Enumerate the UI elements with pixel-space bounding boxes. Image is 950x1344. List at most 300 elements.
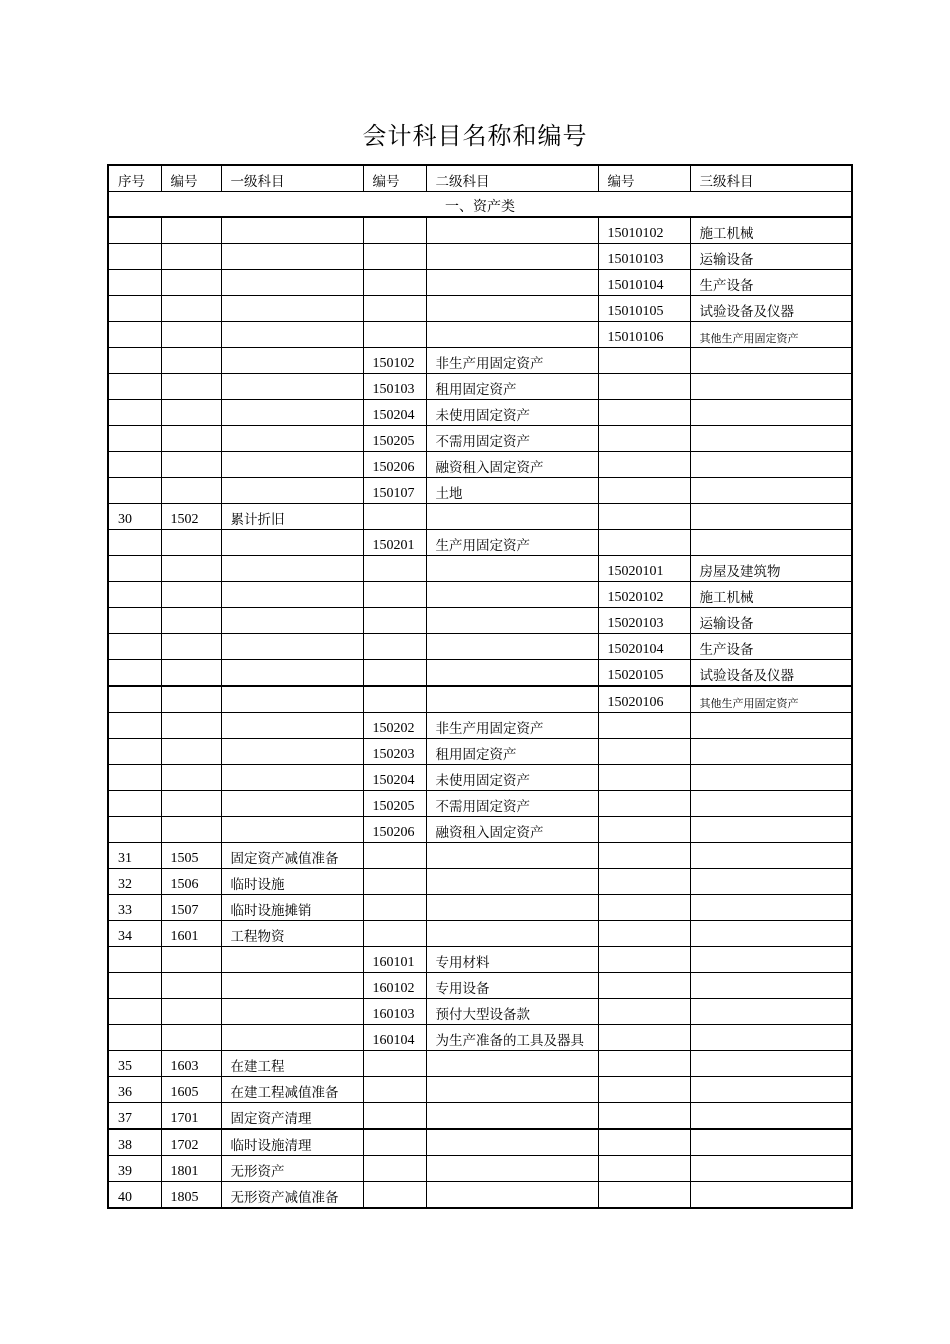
code2-cell: 150201 [363, 530, 426, 556]
code1-cell [161, 374, 221, 400]
level2-cell [426, 582, 598, 608]
code2-cell [363, 504, 426, 530]
level3-cell [690, 374, 852, 400]
table-row [108, 660, 852, 687]
code2-cell: 150205 [363, 426, 426, 452]
code1-cell: 1605 [161, 1077, 221, 1103]
level1-cell [221, 1025, 363, 1051]
level2-cell [426, 1077, 598, 1103]
table-row [108, 322, 852, 348]
level3-cell [690, 530, 852, 556]
seq-cell [108, 634, 161, 660]
level3-cell [690, 921, 852, 947]
code1-cell [161, 348, 221, 374]
code1-cell [161, 582, 221, 608]
code3-cell [598, 1051, 690, 1077]
seq-cell [108, 478, 161, 504]
level1-cell [221, 452, 363, 478]
level3-cell [690, 973, 852, 999]
code1-cell [161, 791, 221, 817]
level3-cell: 生产设备 [690, 634, 852, 660]
level3-cell [690, 843, 852, 869]
level1-cell [221, 817, 363, 843]
code3-cell [598, 713, 690, 739]
table-row [108, 270, 852, 296]
level1-cell: 工程物资 [221, 921, 363, 947]
level2-cell: 未使用固定资产 [426, 765, 598, 791]
code2-cell: 160104 [363, 1025, 426, 1051]
code1-cell [161, 999, 221, 1025]
code1-cell [161, 452, 221, 478]
table-row [108, 895, 852, 921]
code3-cell [598, 374, 690, 400]
level1-cell [221, 765, 363, 791]
level3-cell: 施工机械 [690, 217, 852, 244]
level2-cell: 不需用固定资产 [426, 791, 598, 817]
level1-cell [221, 270, 363, 296]
table-row [108, 426, 852, 452]
level3-cell: 其他生产用固定资产 [690, 322, 852, 348]
code2-cell [363, 1077, 426, 1103]
code2-cell: 150203 [363, 739, 426, 765]
header-row [108, 165, 852, 192]
header-cell-level3: 三级科目 [690, 165, 852, 192]
seq-cell [108, 660, 161, 687]
level2-cell [426, 660, 598, 687]
code3-cell [598, 1182, 690, 1209]
level3-cell: 运输设备 [690, 244, 852, 270]
level2-cell: 预付大型设备款 [426, 999, 598, 1025]
code3-cell [598, 817, 690, 843]
table-row [108, 921, 852, 947]
level2-cell: 不需用固定资产 [426, 426, 598, 452]
level2-cell [426, 1182, 598, 1209]
level1-cell: 无形资产减值准备 [221, 1182, 363, 1209]
code1-cell: 1603 [161, 1051, 221, 1077]
level1-cell [221, 791, 363, 817]
code2-cell: 160103 [363, 999, 426, 1025]
code3-cell: 15020104 [598, 634, 690, 660]
header-cell-level2: 二级科目 [426, 165, 598, 192]
code1-cell [161, 400, 221, 426]
code3-cell [598, 921, 690, 947]
level2-cell [426, 843, 598, 869]
code2-cell: 150204 [363, 765, 426, 791]
account-table [107, 164, 853, 1209]
level1-cell [221, 478, 363, 504]
level1-cell [221, 947, 363, 973]
level3-cell: 试验设备及仪器 [690, 296, 852, 322]
code1-cell: 1505 [161, 843, 221, 869]
code1-cell: 1502 [161, 504, 221, 530]
code1-cell [161, 270, 221, 296]
level2-cell: 专用材料 [426, 947, 598, 973]
level2-cell [426, 1051, 598, 1077]
code2-cell: 160101 [363, 947, 426, 973]
code3-cell: 15020106 [598, 686, 690, 713]
level3-cell [690, 1025, 852, 1051]
level2-cell: 非生产用固定资产 [426, 713, 598, 739]
level1-cell [221, 999, 363, 1025]
table-row [108, 1051, 852, 1077]
seq-cell [108, 739, 161, 765]
level1-cell [221, 582, 363, 608]
code2-cell [363, 270, 426, 296]
level2-cell [426, 608, 598, 634]
code1-cell: 1801 [161, 1156, 221, 1182]
level2-cell [426, 217, 598, 244]
code3-cell [598, 478, 690, 504]
level1-cell [221, 217, 363, 244]
code3-cell [598, 895, 690, 921]
level2-cell [426, 1103, 598, 1130]
code1-cell: 1701 [161, 1103, 221, 1130]
code2-cell [363, 1103, 426, 1130]
code3-cell: 15010106 [598, 322, 690, 348]
code3-cell [598, 530, 690, 556]
code2-cell: 150202 [363, 713, 426, 739]
code3-cell [598, 999, 690, 1025]
code2-cell [363, 1129, 426, 1156]
code2-cell [363, 322, 426, 348]
seq-cell [108, 244, 161, 270]
seq-cell [108, 452, 161, 478]
level3-cell [690, 478, 852, 504]
table-row [108, 713, 852, 739]
code3-cell [598, 1156, 690, 1182]
table-row [108, 999, 852, 1025]
level2-cell [426, 296, 598, 322]
level1-cell [221, 634, 363, 660]
table-row [108, 817, 852, 843]
code1-cell [161, 713, 221, 739]
level1-cell [221, 322, 363, 348]
level3-cell: 试验设备及仪器 [690, 660, 852, 687]
seq-cell [108, 999, 161, 1025]
level1-cell [221, 713, 363, 739]
code2-cell [363, 556, 426, 582]
seq-cell [108, 1025, 161, 1051]
table-row [108, 1156, 852, 1182]
level3-cell [690, 869, 852, 895]
seq-cell: 32 [108, 869, 161, 895]
code1-cell: 1805 [161, 1182, 221, 1209]
code2-cell [363, 686, 426, 713]
code3-cell [598, 973, 690, 999]
code3-cell [598, 843, 690, 869]
level2-cell: 土地 [426, 478, 598, 504]
code2-cell [363, 608, 426, 634]
level3-cell [690, 947, 852, 973]
table-row [108, 739, 852, 765]
level3-cell [690, 426, 852, 452]
level2-cell [426, 634, 598, 660]
seq-cell: 38 [108, 1129, 161, 1156]
level3-cell [690, 1129, 852, 1156]
seq-cell [108, 973, 161, 999]
code2-cell [363, 921, 426, 947]
level2-cell: 专用设备 [426, 973, 598, 999]
seq-cell [108, 270, 161, 296]
level1-cell [221, 530, 363, 556]
code3-cell [598, 400, 690, 426]
seq-cell [108, 791, 161, 817]
level1-cell [221, 556, 363, 582]
code2-cell: 150206 [363, 817, 426, 843]
table-row [108, 634, 852, 660]
seq-cell [108, 348, 161, 374]
code1-cell [161, 530, 221, 556]
level1-cell [221, 426, 363, 452]
code1-cell [161, 973, 221, 999]
table-row [108, 869, 852, 895]
code2-cell [363, 660, 426, 687]
seq-cell: 34 [108, 921, 161, 947]
seq-cell [108, 765, 161, 791]
table-row [108, 1077, 852, 1103]
level1-cell: 临时设施 [221, 869, 363, 895]
code2-cell [363, 869, 426, 895]
code3-cell [598, 791, 690, 817]
code2-cell: 150107 [363, 478, 426, 504]
table-row [108, 843, 852, 869]
seq-cell [108, 426, 161, 452]
code2-cell [363, 217, 426, 244]
code1-cell [161, 556, 221, 582]
code3-cell: 15010104 [598, 270, 690, 296]
level1-cell: 在建工程 [221, 1051, 363, 1077]
level2-cell: 为生产准备的工具及器具 [426, 1025, 598, 1051]
code3-cell [598, 426, 690, 452]
code2-cell: 150205 [363, 791, 426, 817]
seq-cell: 31 [108, 843, 161, 869]
code3-cell [598, 765, 690, 791]
page-title: 会计科目名称和编号 [362, 122, 588, 150]
code2-cell [363, 582, 426, 608]
seq-cell [108, 556, 161, 582]
level2-cell [426, 504, 598, 530]
level1-cell [221, 973, 363, 999]
code3-cell [598, 348, 690, 374]
seq-cell [108, 582, 161, 608]
table-row [108, 973, 852, 999]
level1-cell: 在建工程减值准备 [221, 1077, 363, 1103]
code1-cell [161, 478, 221, 504]
code3-cell: 15010103 [598, 244, 690, 270]
seq-cell [108, 713, 161, 739]
seq-cell [108, 296, 161, 322]
level3-cell [690, 765, 852, 791]
code2-cell: 150204 [363, 400, 426, 426]
code1-cell [161, 244, 221, 270]
code2-cell [363, 895, 426, 921]
level1-cell [221, 400, 363, 426]
table-row [108, 582, 852, 608]
seq-cell [108, 374, 161, 400]
seq-cell [108, 608, 161, 634]
code2-cell: 150206 [363, 452, 426, 478]
level3-cell [690, 400, 852, 426]
code1-cell [161, 765, 221, 791]
seq-cell: 36 [108, 1077, 161, 1103]
code3-cell [598, 504, 690, 530]
level3-cell [690, 1077, 852, 1103]
level2-cell [426, 895, 598, 921]
level2-cell: 非生产用固定资产 [426, 348, 598, 374]
code3-cell: 15020101 [598, 556, 690, 582]
code1-cell: 1601 [161, 921, 221, 947]
code2-cell [363, 843, 426, 869]
level2-cell [426, 322, 598, 348]
level2-cell [426, 244, 598, 270]
code3-cell [598, 947, 690, 973]
table-row [108, 791, 852, 817]
header-cell-seq: 序号 [108, 165, 161, 192]
level1-cell [221, 348, 363, 374]
level2-cell: 租用固定资产 [426, 374, 598, 400]
level2-cell [426, 270, 598, 296]
table-row [108, 217, 852, 244]
code3-cell [598, 1129, 690, 1156]
level1-cell [221, 296, 363, 322]
level3-cell [690, 895, 852, 921]
table-row [108, 348, 852, 374]
seq-cell [108, 686, 161, 713]
level2-cell [426, 556, 598, 582]
table-row [108, 556, 852, 582]
table-row [108, 296, 852, 322]
seq-cell [108, 400, 161, 426]
level2-cell: 租用固定资产 [426, 739, 598, 765]
level3-cell [690, 739, 852, 765]
level3-cell [690, 999, 852, 1025]
code3-cell [598, 869, 690, 895]
level2-cell [426, 1129, 598, 1156]
table-row [108, 478, 852, 504]
level3-cell [690, 713, 852, 739]
level2-cell: 融资租入固定资产 [426, 452, 598, 478]
table-row [108, 1182, 852, 1209]
level2-cell: 未使用固定资产 [426, 400, 598, 426]
code3-cell [598, 739, 690, 765]
header-cell-code1: 编号 [161, 165, 221, 192]
code2-cell: 160102 [363, 973, 426, 999]
table-row [108, 452, 852, 478]
level3-cell: 运输设备 [690, 608, 852, 634]
code3-cell: 15010102 [598, 217, 690, 244]
section-row [108, 192, 852, 218]
level3-cell [690, 1103, 852, 1130]
code1-cell [161, 739, 221, 765]
code3-cell [598, 1077, 690, 1103]
header-cell-code2: 编号 [363, 165, 426, 192]
level3-cell [690, 817, 852, 843]
level3-cell [690, 791, 852, 817]
seq-cell: 35 [108, 1051, 161, 1077]
code3-cell: 15020102 [598, 582, 690, 608]
level2-cell [426, 921, 598, 947]
level3-cell: 其他生产用固定资产 [690, 686, 852, 713]
level1-cell: 累计折旧 [221, 504, 363, 530]
code2-cell [363, 634, 426, 660]
seq-cell: 39 [108, 1156, 161, 1182]
code3-cell [598, 1025, 690, 1051]
code1-cell [161, 426, 221, 452]
level2-cell [426, 869, 598, 895]
seq-cell [108, 217, 161, 244]
table-row [108, 608, 852, 634]
level2-cell [426, 686, 598, 713]
code3-cell [598, 1103, 690, 1130]
seq-cell [108, 322, 161, 348]
seq-cell: 33 [108, 895, 161, 921]
level2-cell: 生产用固定资产 [426, 530, 598, 556]
level3-cell [690, 452, 852, 478]
level1-cell: 无形资产 [221, 1156, 363, 1182]
level1-cell [221, 374, 363, 400]
code2-cell [363, 1051, 426, 1077]
level2-cell: 融资租入固定资产 [426, 817, 598, 843]
code2-cell: 150103 [363, 374, 426, 400]
code2-cell [363, 1182, 426, 1209]
table-row [108, 530, 852, 556]
table-row [108, 374, 852, 400]
level3-cell: 施工机械 [690, 582, 852, 608]
level1-cell [221, 660, 363, 687]
level3-cell [690, 1051, 852, 1077]
level1-cell [221, 686, 363, 713]
code1-cell [161, 660, 221, 687]
code3-cell: 15010105 [598, 296, 690, 322]
seq-cell [108, 817, 161, 843]
code1-cell [161, 608, 221, 634]
code3-cell: 15020105 [598, 660, 690, 687]
code1-cell [161, 686, 221, 713]
table-row [108, 1025, 852, 1051]
header-cell-level1: 一级科目 [221, 165, 363, 192]
level2-cell [426, 1156, 598, 1182]
table-row [108, 765, 852, 791]
code2-cell: 150102 [363, 348, 426, 374]
seq-cell: 30 [108, 504, 161, 530]
section-title: 一、资产类 [108, 192, 852, 218]
code1-cell [161, 217, 221, 244]
level3-cell: 房屋及建筑物 [690, 556, 852, 582]
seq-cell [108, 947, 161, 973]
level1-cell: 固定资产清理 [221, 1103, 363, 1130]
level1-cell: 临时设施清理 [221, 1129, 363, 1156]
table-row [108, 1129, 852, 1156]
table-row [108, 400, 852, 426]
level1-cell [221, 244, 363, 270]
table-row [108, 244, 852, 270]
level3-cell [690, 1156, 852, 1182]
header-cell-code3: 编号 [598, 165, 690, 192]
level1-cell [221, 608, 363, 634]
code1-cell [161, 296, 221, 322]
code1-cell: 1506 [161, 869, 221, 895]
code3-cell: 15020103 [598, 608, 690, 634]
code1-cell: 1507 [161, 895, 221, 921]
code1-cell [161, 817, 221, 843]
code2-cell [363, 296, 426, 322]
level3-cell [690, 348, 852, 374]
code2-cell [363, 1156, 426, 1182]
level1-cell: 临时设施摊销 [221, 895, 363, 921]
table-row [108, 1103, 852, 1130]
level3-cell [690, 1182, 852, 1209]
table-row [108, 504, 852, 530]
